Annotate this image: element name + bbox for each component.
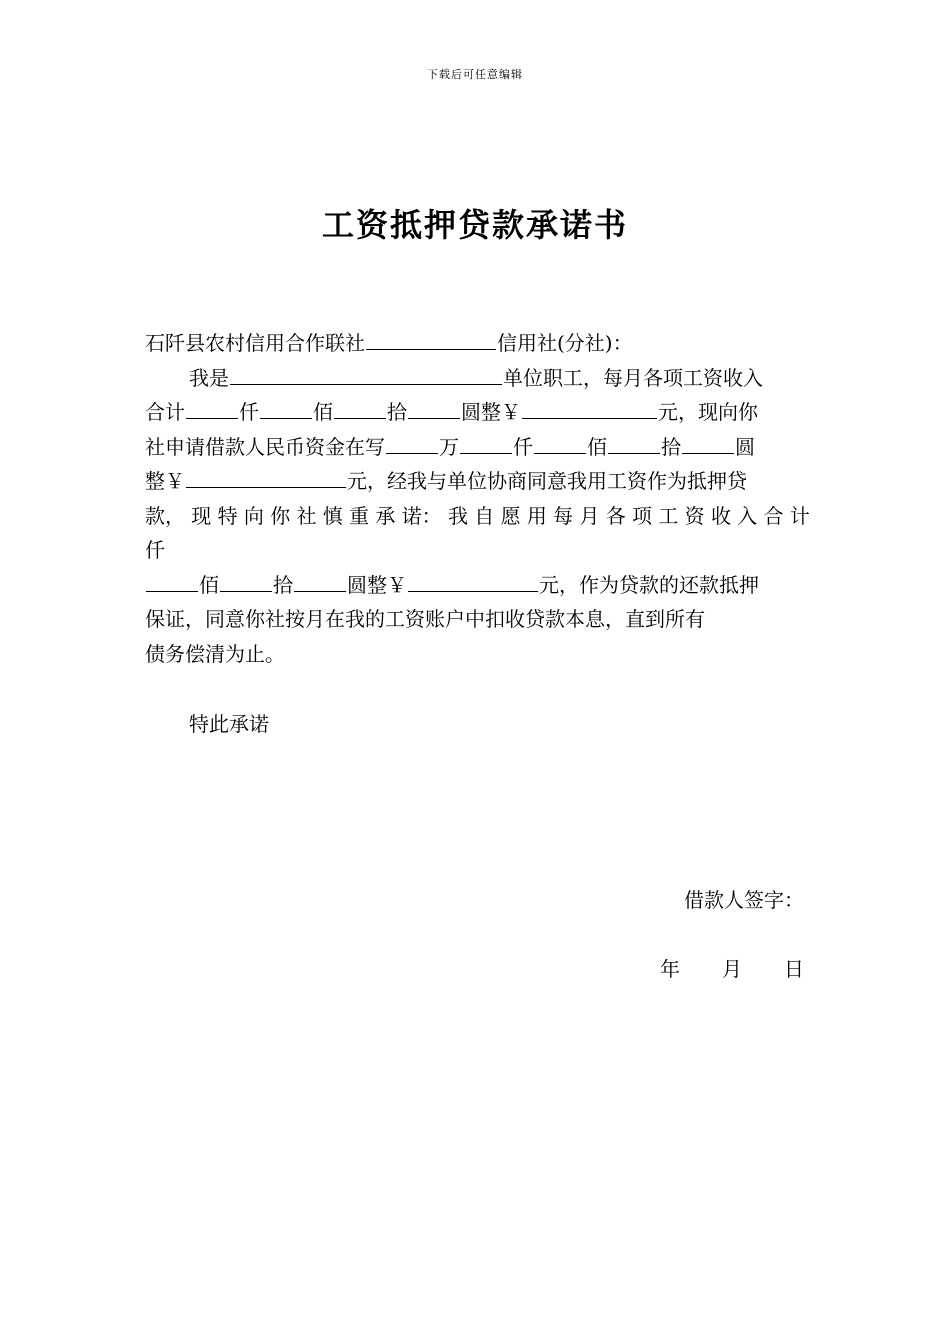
text-segment: 我是 [189,365,229,390]
text-segment: 元，作为贷款的还款抵押 [539,572,759,597]
loan-units-blank[interactable] [682,431,734,454]
text-segment: 仟 [513,434,533,459]
text-segment: 各 [605,503,626,528]
text-segment: 自 [474,503,495,528]
income-thousands-blank[interactable] [186,396,238,419]
text-segment: 社 [296,503,317,528]
text-segment: 圆整￥ [461,400,521,424]
income-amount-blank[interactable] [522,396,657,419]
text-segment: 项 [632,503,653,528]
income-tens-blank[interactable] [334,396,386,419]
text-segment: 佰 [199,572,219,597]
text-segment: 计 [789,503,810,528]
loan-ten-thousands-blank[interactable] [386,431,438,454]
paragraph-line-4 [145,464,810,499]
text-segment: 特 [217,503,238,528]
date-year-label: 年 [660,957,680,981]
text-segment: 资 [684,503,705,528]
text-segment: 工 [658,503,679,528]
paragraph-line-1 [145,361,810,396]
date-day-label: 日 [784,957,804,981]
paragraph-line-2 [145,395,810,430]
text-segment: 诺： [401,503,442,528]
salutation-line [145,326,810,361]
text-segment: 现 [191,503,212,528]
pledge-amount-blank[interactable] [408,569,538,592]
paragraph-line-9: 债务偿清为止。 [145,641,285,666]
text-segment: 圆 [735,434,755,459]
text-segment: 社申请借款人民币资金在写 [145,434,385,459]
income-hundreds-blank[interactable] [260,396,312,419]
text-segment: 合计 [145,400,185,424]
text-segment: 佰 [587,434,607,459]
paragraph-line-7 [145,568,810,603]
paragraph-line-8: 保证，同意你社按月在我的工资账户中扣收贷款本息，直到所有 [145,607,705,631]
text-segment: 整￥ [145,469,185,493]
paragraph-line-6 [145,533,810,568]
text-segment: 愿 [500,503,521,528]
text-segment: 圆整￥ [347,572,407,597]
date-line [660,953,804,982]
text-segment: 用 [526,503,547,528]
text-segment: 月 [579,503,600,528]
text-segment: 万 [439,434,459,459]
document-title: 工资抵押贷款承诺书 [321,206,628,244]
text-segment: 重 [349,503,370,528]
income-units-blank[interactable] [408,396,460,419]
text-segment: 佰 [313,400,333,424]
text-segment: 拾 [661,434,681,459]
text-segment: 合 [763,503,784,528]
text-segment: 元，现向你 [658,400,758,424]
pledge-thousands-blank[interactable] [146,569,198,592]
pledge-hundreds-blank[interactable] [220,569,272,592]
text-segment: 承 [375,503,396,528]
text-segment: 款， [145,503,185,528]
text-segment: 你 [270,503,291,528]
paragraph-line-3 [145,430,810,465]
text-segment: 每 [553,503,574,528]
text-segment: 元，经我与单位协商同意我用工资作为抵押贷 [347,469,747,493]
date-month-label: 月 [722,957,742,981]
letter-body [145,326,810,671]
pledge-tens-blank[interactable] [294,569,346,592]
branch-name-blank[interactable] [366,327,496,350]
text-segment: 仟 [239,400,259,424]
loan-tens-blank[interactable] [608,431,660,454]
header-note: 下载后可任意编辑 [427,68,523,81]
text-segment: 向 [243,503,264,528]
text-segment: 拾 [273,572,293,597]
text-segment: 我 [447,503,468,528]
salutation-prefix: 石阡县农村信用合作联社 [145,331,365,355]
paragraph-line-5 [145,499,810,534]
text-segment: 收 [710,503,731,528]
text-segment: 单位职工，每月各项工资收入 [503,365,763,390]
closing-statement: 特此承诺 [189,712,269,736]
employer-blank[interactable] [230,362,502,385]
text-segment: 慎 [322,503,343,528]
loan-amount-blank[interactable] [186,465,346,488]
text-segment: 拾 [387,400,407,424]
text-segment: 入 [737,503,758,528]
loan-thousands-blank[interactable] [460,431,512,454]
text-segment: 仟 [145,538,165,562]
loan-hundreds-blank[interactable] [534,431,586,454]
borrower-signature-label: 借款人签字： [684,888,804,912]
salutation-suffix: 信用社(分社)： [497,331,633,355]
